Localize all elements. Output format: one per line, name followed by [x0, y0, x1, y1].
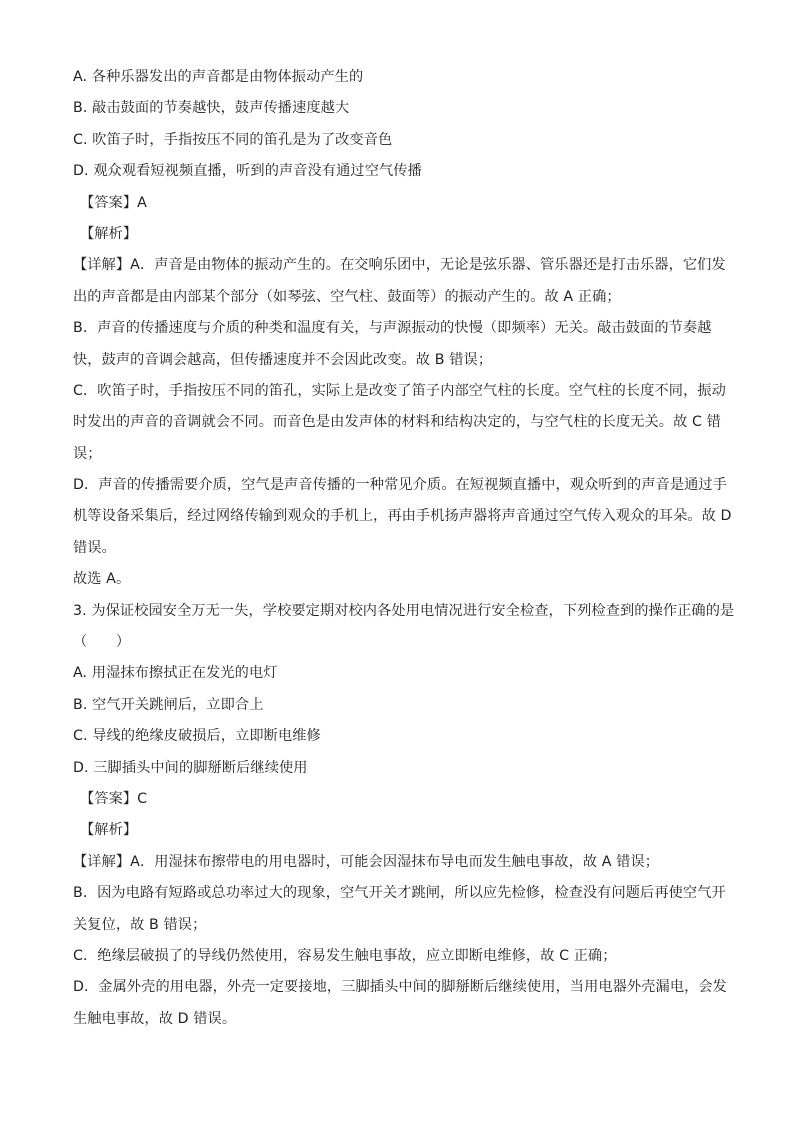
- q2-explanation-line: 出的声音都是由内部某个部分（如琴弦、空气柱、鼓面等）的振动产生的。故 A 正确；: [73, 288, 621, 305]
- q2-explanation-line: 快，鼓声的音调会越高，但传播速度并不会因此改变。故 B 错误；: [73, 351, 493, 368]
- q3-explanation-line: 【详解】A．用湿抹布擦带电的用电器时，可能会因湿抹布导电而发生触电事故，故 A 错误；: [73, 853, 660, 870]
- q3-option-d: D. 三脚插头中间的脚掰断后继续使用: [73, 759, 308, 776]
- q2-answer: 【答案】A: [80, 194, 147, 211]
- q3-stem-bracket: （ ）: [73, 634, 131, 651]
- q2-analysis-label: 【解析】: [80, 225, 138, 242]
- q2-explanation-line: 时发出的声音的音调就会不同。而音色是由发声体的材料和结构决定的，与空气柱的长度无关。故 C 错: [73, 414, 721, 431]
- q2-option-c: C. 吹笛子时，手指按压不同的笛孔是为了改变音色: [73, 131, 393, 148]
- q2-conclusion: 故选 A。: [73, 571, 131, 588]
- q3-explanation-line: 关复位，故 B 错误；: [73, 916, 207, 933]
- q3-option-b: B. 空气开关跳闸后，立即合上: [73, 696, 264, 713]
- q2-explanation-line: 误；: [73, 445, 102, 462]
- q2-explanation-line: D．声音的传播需要介质，空气是声音传播的一种常见介质。在短视频直播中，观众听到的声音是通过手: [73, 477, 727, 494]
- q3-option-a: A. 用湿抹布擦拭正在发光的电灯: [73, 665, 278, 682]
- q3-answer: 【答案】C: [80, 790, 148, 807]
- q2-explanation-line: 机等设备采集后，经过网络传输到观众的手机上，再由手机扬声器将声音通过空气传入观众的耳朵。故 D: [73, 508, 732, 525]
- q3-analysis-label: 【解析】: [80, 822, 138, 839]
- q2-option-a: A. 各种乐器发出的声音都是由物体振动产生的: [73, 69, 364, 85]
- q2-option-b: B. 敲击鼓面的节奏越快，鼓声传播速度越大: [73, 100, 350, 117]
- q2-option-d: D. 观众观看短视频直播，听到的声音没有通过空气传播: [73, 163, 422, 180]
- q2-explanation-line: C．吹笛子时，手指按压不同的笛孔，实际上是改变了笛子内部空气柱的长度。空气柱的长度不同，振动: [73, 382, 726, 399]
- q2-explanation-line: 【详解】A．声音是由物体的振动产生的。在交响乐团中，无论是弦乐器、管乐器还是打击乐器，它们发: [73, 257, 726, 274]
- q3-explanation-line: 生触电事故，故 D 错误。: [73, 1010, 237, 1027]
- q3-option-c: C. 导线的绝缘皮破损后，立即断电维修: [73, 728, 321, 745]
- q2-explanation-line: 错误。: [73, 539, 116, 556]
- q2-explanation-line: B．声音的传播速度与介质的种类和温度有关，与声源振动的快慢（即频率）无关。敲击鼓面的节奏越: [73, 320, 712, 337]
- q3-explanation-line: C．绝缘层破损了的导线仍然使用，容易发生触电事故，应立即断电维修，故 C 正确；: [73, 947, 617, 964]
- q3-stem: 3. 为保证校园安全万无一失，学校要定期对校内各处用电情况进行安全检查，下列检查到的操作正确的是: [73, 602, 735, 619]
- q3-explanation-line: B．因为电路有短路或总功率过大的现象，空气开关才跳闸，所以应先检修，检查没有问题后再使空气开: [73, 885, 726, 902]
- document-page: [73, 62, 735, 1035]
- q3-explanation-line: D．金属外壳的用电器，外壳一定要接地，三脚插头中间的脚掰断后继续使用，当用电器外壳漏电，会发: [73, 979, 727, 996]
